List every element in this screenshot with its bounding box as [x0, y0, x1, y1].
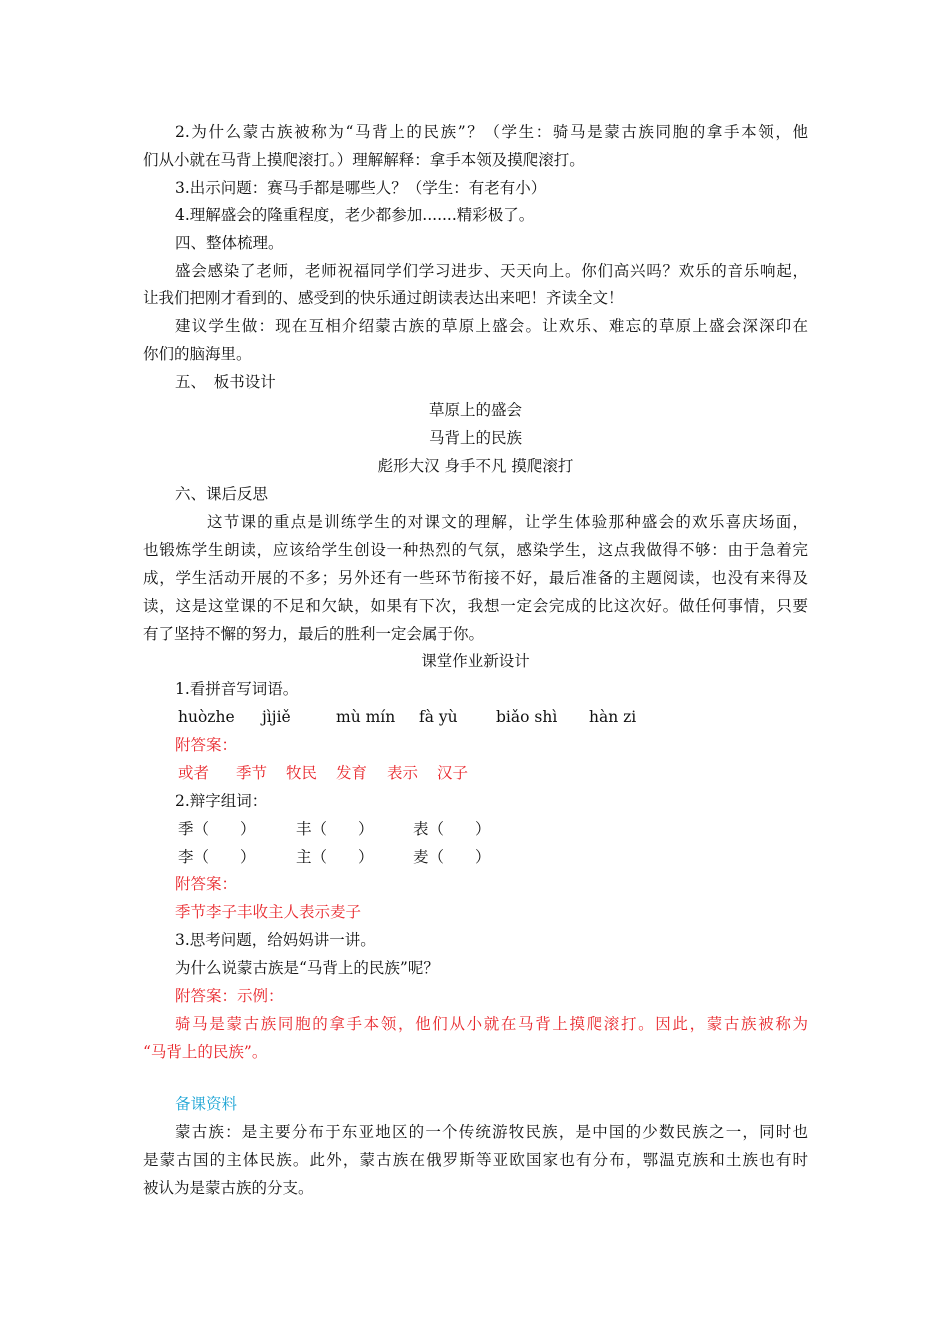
reflection-line: 这节课的重点是训练学生的对课文的理解，让学生体验那种盛会的欢乐喜庆场面，	[207, 513, 808, 531]
section-heading: 四、整体梳理。	[175, 234, 284, 252]
paragraph-line: 你们的脑海里。	[143, 345, 252, 363]
reference-title: 备课资料	[175, 1095, 238, 1113]
reference-line: 蒙古族：是主要分布于东亚地区的一个传统游牧民族，是中国的少数民族之一，同时也	[175, 1123, 808, 1141]
pinyin-item: hàn zi	[589, 708, 637, 726]
pinyin-item: jìjiě	[262, 708, 291, 726]
paragraph-line: 们从小就在马背上摸爬滚打。）理解解释：拿手本领及摸爬滚打。	[143, 151, 585, 169]
answer-word: 季节	[236, 764, 268, 782]
char-blank: 主（ ）	[296, 848, 374, 866]
question-2: 2.辩字组词：	[175, 792, 268, 810]
answer-word: 或者	[178, 764, 210, 782]
answer-word: 汉子	[437, 764, 469, 782]
char-blank: 李（ ）	[178, 848, 256, 866]
answer-text: 季节李子丰收主人表示麦子	[175, 903, 362, 921]
board-design-title: 草原上的盛会	[428, 401, 522, 419]
answer-label: 附答案：示例：	[175, 987, 284, 1005]
answer-text: “马背上的民族”。	[143, 1043, 268, 1061]
answer-label: 附答案：	[175, 736, 238, 754]
char-blank: 表（ ）	[413, 820, 491, 838]
reflection-line: 读，这是这堂课的不足和欠缺，如果有下次，我想一定会完成的比这次好。做任何事情，只要	[143, 597, 808, 615]
reference-line: 是蒙古国的主体民族。此外，蒙古族在俄罗斯等亚欧国家也有分布，鄂温克族和土族也有时	[143, 1151, 808, 1169]
answer-text: 骑马是蒙古族同胞的拿手本领，他们从小就在马背上摸爬滚打。因此，蒙古族被称为	[175, 1015, 808, 1033]
char-blank: 麦（ ）	[413, 848, 491, 866]
reflection-line: 也锻炼学生朗读，应该给学生创设一种热烈的气氛，感染学生，这点我做得不够：由于急着完	[143, 541, 808, 559]
answer-label: 附答案：	[175, 875, 238, 893]
char-blank: 季（ ）	[178, 820, 256, 838]
question-3-detail: 为什么说蒙古族是“马背上的民族”呢？	[175, 959, 439, 977]
pinyin-item: biǎo shì	[496, 708, 558, 726]
answer-word: 牧民	[286, 764, 318, 782]
question-3: 3.思考问题，给妈妈讲一讲。	[175, 931, 376, 949]
paragraph-line: 3.出示问题：赛马手都是哪些人？（学生：有老有小）	[175, 179, 547, 197]
section-heading: 六、课后反思	[175, 485, 269, 503]
pinyin-item: fà yù	[419, 708, 458, 726]
paragraph-line: 盛会感染了老师，老师祝福同学们学习进步、天天向上。你们高兴吗？欢乐的音乐响起，	[175, 262, 808, 280]
answer-word: 表示	[387, 764, 419, 782]
reflection-line: 成，学生活动开展的不多；另外还有一些环节衔接不好，最后准备的主题阅读，也没有来得及	[143, 569, 808, 587]
answer-word: 发育	[336, 764, 368, 782]
board-design-line: 马背上的民族	[428, 429, 522, 447]
reflection-line: 有了坚持不懈的努力，最后的胜利一定会属于你。	[143, 625, 485, 643]
pinyin-item: mù mín	[336, 708, 396, 726]
pinyin-item: huòzhe	[178, 708, 235, 726]
reference-line: 被认为是蒙古族的分支。	[143, 1179, 314, 1197]
paragraph-line: 2.为什么蒙古族被称为“马背上的民族”？（学生：骑马是蒙古族同胞的拿手本领，他	[175, 123, 808, 141]
homework-title: 课堂作业新设计	[421, 652, 530, 670]
paragraph-line: 让我们把刚才看到的、感受到的快乐通过朗读表达出来吧！齐读全文！	[143, 289, 624, 307]
char-blank: 丰（ ）	[296, 820, 374, 838]
paragraph-line: 建议学生做：现在互相介绍蒙古族的草原上盛会。让欢乐、难忘的草原上盛会深深印在	[175, 317, 808, 335]
question-1: 1.看拼音写词语。	[175, 680, 299, 698]
section-heading: 五、 板书设计	[175, 373, 276, 391]
paragraph-line: 4.理解盛会的隆重程度，老少都参加.......精彩极了。	[175, 206, 535, 224]
board-design-line: 彪形大汉 身手不凡 摸爬滚打	[377, 457, 574, 475]
